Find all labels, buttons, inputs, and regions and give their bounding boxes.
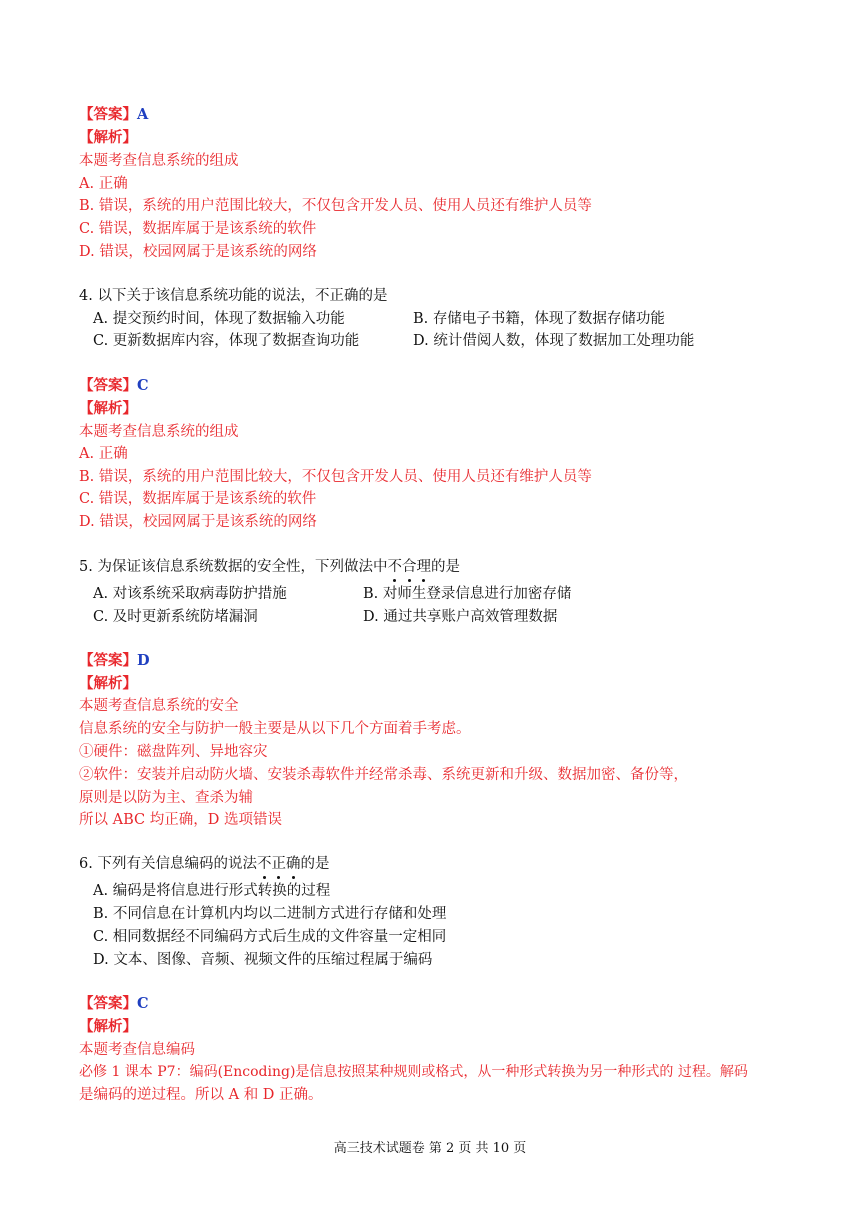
analysis-tag: 【解析】	[79, 400, 137, 417]
answer-tag: 【答案】	[79, 652, 137, 669]
option-a: A. 编码是将信息进行形式转换的过程	[93, 883, 331, 899]
analysis-line: 本题考查信息系统的组成	[79, 424, 239, 440]
analysis-line: C. 错误，数据库属于是该系统的软件	[79, 221, 317, 237]
answer-line	[79, 651, 150, 671]
option-c: C. 相同数据经不同编码方式后生成的文件容量一定相同	[93, 929, 447, 945]
analysis-line: A. 正确	[79, 446, 128, 462]
analysis-line: B. 错误，系统的用户范围比较大，不仅包含开发人员、使用人员还有维护人员等	[79, 198, 592, 214]
analysis-line: C. 错误，数据库属于是该系统的软件	[79, 491, 317, 507]
stem-text: 5. 为保证该信息系统数据的安全性，下列做法中	[79, 559, 388, 575]
question-stem: 4. 以下关于该信息系统功能的说法，不正确的是	[79, 288, 388, 304]
analysis-line: 本题考查信息系统的组成	[79, 153, 239, 169]
option-c: C. 及时更新系统防堵漏洞	[93, 609, 258, 625]
analysis-line: 必修 1 课本 P7：编码(Encoding)是信息按照某种规则或格式，从一种形式转换为另一种形式的 过程。解码	[79, 1064, 748, 1080]
option-b: B. 存储电子书籍，体现了数据存储功能	[413, 311, 665, 327]
stem-text: 的是	[430, 559, 460, 575]
answer-value: C	[137, 995, 149, 1012]
emphasis-char: 不	[256, 856, 272, 872]
analysis-line: 是编码的逆过程。所以 A 和 D 正确。	[79, 1087, 323, 1103]
emphasis-char: 确	[285, 856, 301, 872]
answer-value: A	[137, 106, 149, 123]
analysis-line: 本题考查信息系统的安全	[79, 698, 239, 714]
stem-text: 的是	[300, 856, 330, 872]
page-footer: 高三技术试题卷 第 2 页 共 10 页	[333, 1141, 527, 1156]
analysis-line: 所以 ABC 均正确，D 选项错误	[79, 812, 282, 828]
analysis-line: ①硬件：磁盘阵列、异地容灾	[79, 744, 268, 760]
option-c: C. 更新数据库内容，体现了数据查询功能	[93, 333, 360, 349]
option-a: A. 提交预约时间，体现了数据输入功能	[93, 311, 345, 327]
emphasis-char: 正	[271, 856, 286, 872]
question-stem	[79, 854, 329, 874]
analysis-line: ②软件：安装并启动防火墙、安装杀毒软件并经常杀毒、系统更新和升级、数据加密、备份等，	[79, 767, 688, 783]
option-a: A. 对该系统采取病毒防护措施	[93, 586, 287, 602]
emphasis-char: 合	[401, 559, 417, 575]
analysis-line: D. 错误，校园网属于是该系统的网络	[79, 514, 317, 530]
option-d: D. 通过共享账户高效管理数据	[363, 609, 558, 625]
answer-line	[79, 376, 149, 396]
answer-tag: 【答案】	[79, 995, 137, 1012]
emphasis-char: 理	[416, 559, 431, 575]
analysis-line: 原则是以防为主、查杀为辅	[79, 790, 253, 806]
analysis-tag: 【解析】	[79, 675, 137, 692]
emphasis-char: 不	[387, 559, 402, 575]
option-d: D. 统计借阅人数，体现了数据加工处理功能	[413, 333, 695, 349]
analysis-tag: 【解析】	[79, 129, 137, 146]
option-b: B. 对师生登录信息进行加密存储	[363, 586, 572, 602]
answer-tag: 【答案】	[79, 377, 137, 394]
stem-text: 6. 下列有关信息编码的说法	[79, 856, 257, 872]
analysis-line: 本题考查信息编码	[79, 1042, 195, 1058]
question-stem	[79, 557, 460, 577]
analysis-line: B. 错误，系统的用户范围比较大，不仅包含开发人员、使用人员还有维护人员等	[79, 469, 592, 485]
answer-tag: 【答案】	[79, 106, 137, 123]
answer-line	[79, 105, 148, 125]
option-b: B. 不同信息在计算机内均以二进制方式进行存储和处理	[93, 906, 447, 922]
answer-value: C	[137, 377, 149, 394]
answer-line	[79, 994, 149, 1014]
analysis-line: D. 错误，校园网属于是该系统的网络	[79, 244, 317, 260]
answer-value: D	[137, 652, 150, 669]
option-d: D. 文本、图像、音频、视频文件的压缩过程属于编码	[93, 952, 433, 968]
analysis-line: 信息系统的安全与防护一般主要是从以下几个方面着手考虑。	[79, 721, 471, 737]
analysis-tag: 【解析】	[79, 1018, 137, 1035]
analysis-line: A. 正确	[79, 176, 128, 192]
